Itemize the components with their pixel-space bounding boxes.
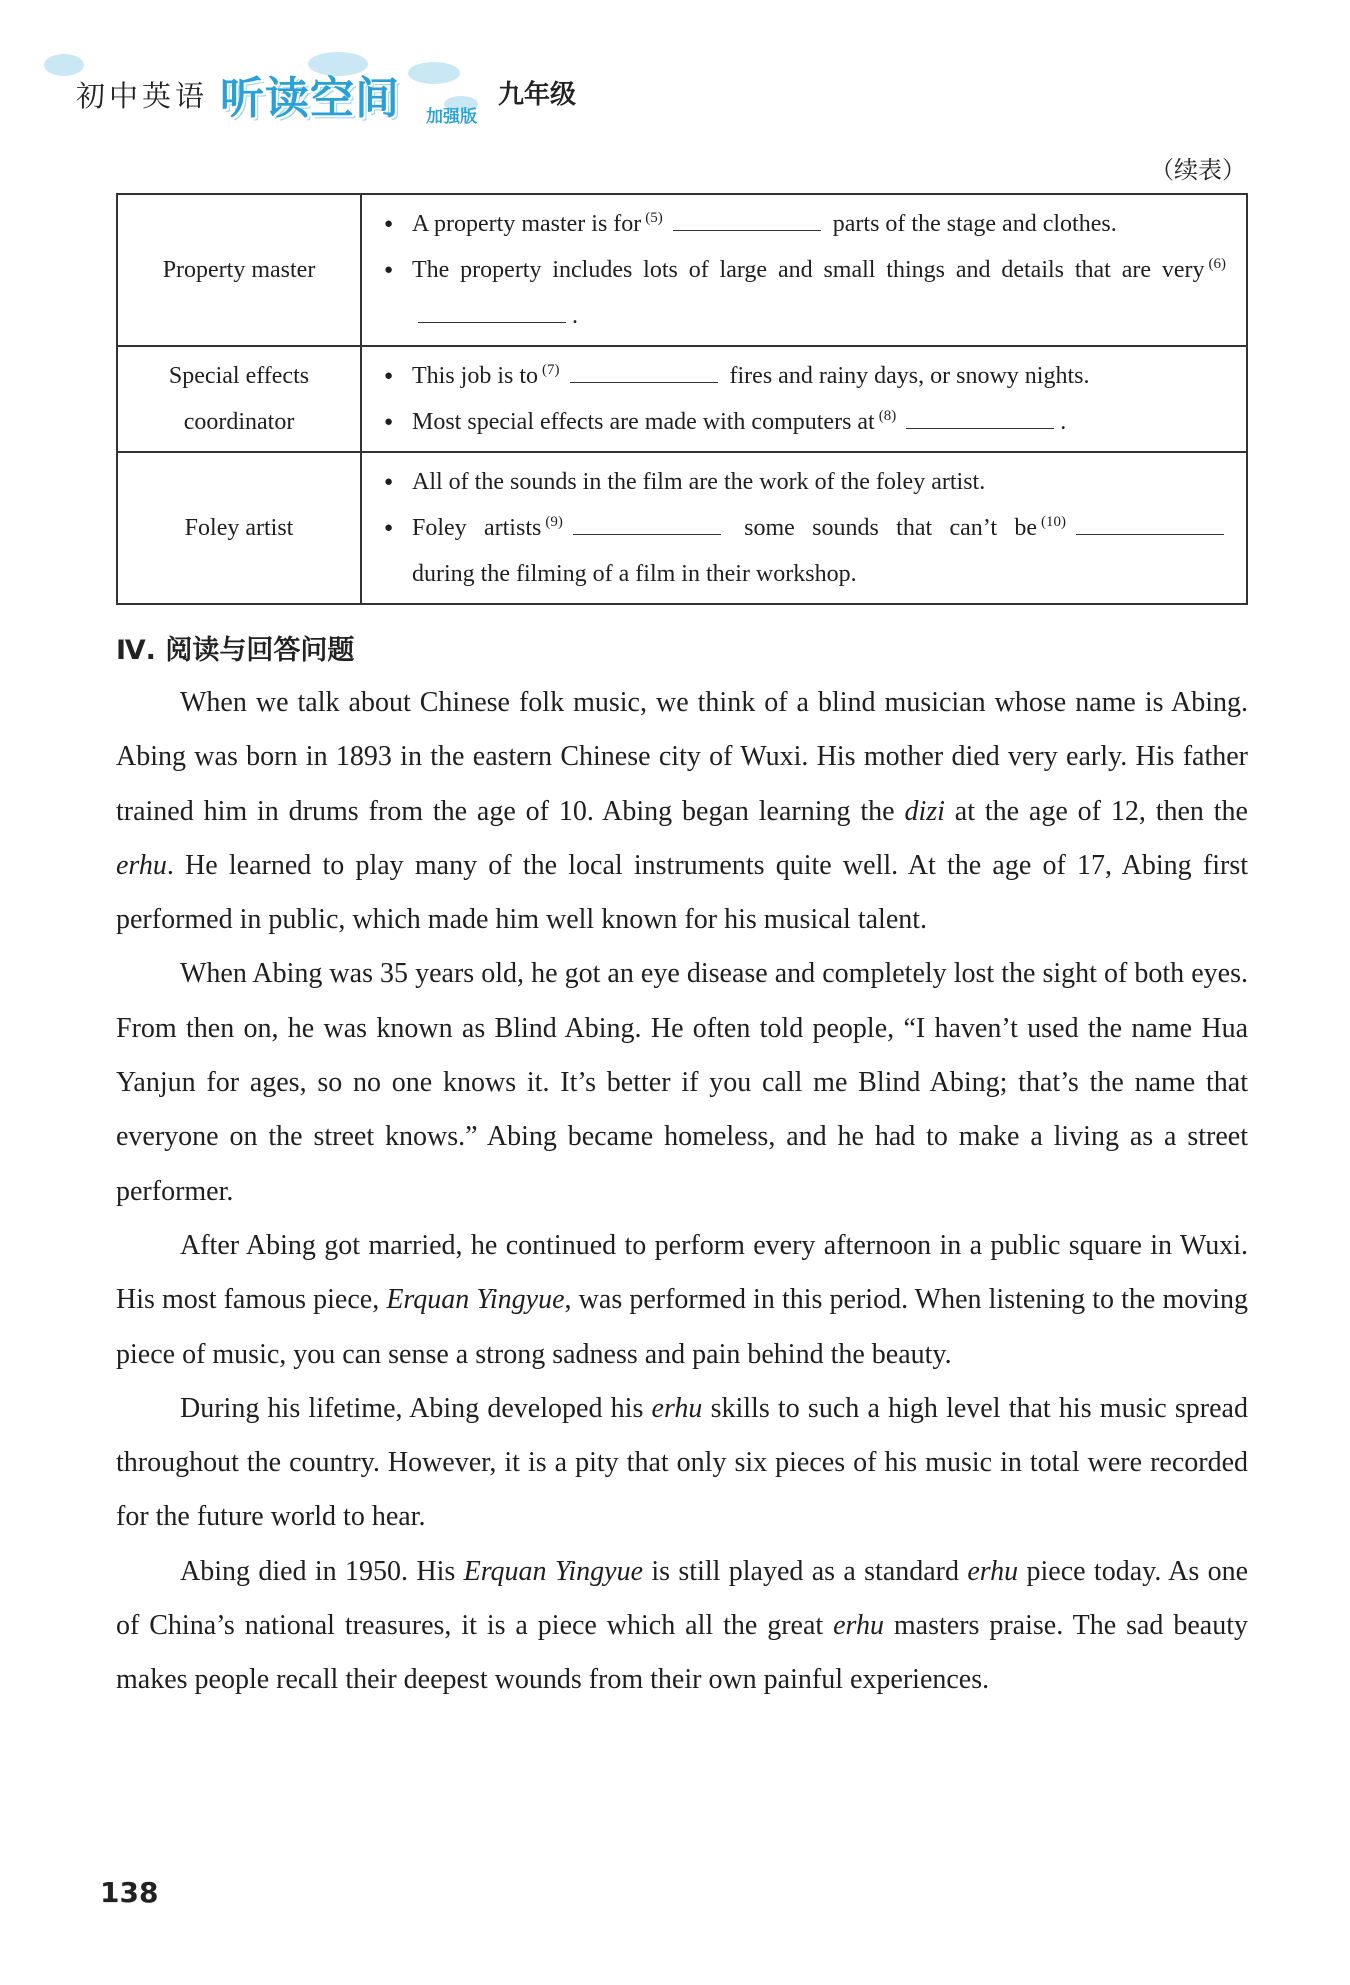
- bullet-item: [382, 247, 1230, 339]
- bullet-item: [382, 201, 1230, 247]
- bullet-text: during the filming of a film in their workshop.: [412, 561, 857, 587]
- paragraph-text: When we talk about Chinese folk music, we think of a blind musician whose name is Abing. Abing was born in 1893 in the eastern Chinese city of Wuxi. His mother died very early. His father trained him in drums from the age of 10. Abing began learning the: [116, 687, 1248, 827]
- role-cell: Property master: [117, 194, 361, 346]
- role-cell: [117, 346, 361, 452]
- book-logo: 听读空间: [220, 73, 400, 124]
- fill-in-blank[interactable]: [573, 512, 721, 535]
- italic-term: erhu: [651, 1392, 703, 1424]
- description-cell: [361, 346, 1247, 452]
- paragraph: [116, 676, 1248, 947]
- reading-passage: [116, 676, 1248, 1708]
- italic-term: erhu: [967, 1555, 1019, 1587]
- italic-term: dizi: [904, 795, 945, 827]
- bullet-text: fires and rainy days, or snowy nights.: [729, 363, 1090, 389]
- edition-label: 加强版: [426, 107, 477, 127]
- cloud-decoration: [44, 54, 84, 76]
- paragraph-text: piece today. As one of China’s national treasures, it is a piece which all the great: [116, 1555, 1249, 1642]
- bullet-item: [382, 353, 1230, 399]
- section-heading: Ⅳ. 阅读与回答问题: [116, 635, 355, 666]
- book-header: [68, 52, 628, 132]
- role-label: Special effects coordinator: [168, 363, 310, 435]
- cloud-decoration: [408, 62, 460, 84]
- bullet-item: ● All of the sounds in the film are the work of the foley artist.: [382, 459, 1230, 505]
- blank-number: (9): [545, 514, 563, 530]
- continued-table-label: （续表）: [1150, 156, 1246, 184]
- italic-term: Erquan Yingyue: [463, 1555, 644, 1587]
- roles-table: [116, 193, 1248, 605]
- blank-number: (10): [1041, 514, 1067, 530]
- blank-number: (6): [1208, 256, 1226, 272]
- description-cell: [361, 452, 1247, 604]
- bullet-text: some sounds that can’t be: [744, 515, 1038, 541]
- blank-number: (7): [542, 362, 560, 378]
- paragraph-text: , was performed in this period. When listening to the moving piece of music, you can sense a strong sadness and pain behind the beauty.: [116, 1284, 1248, 1370]
- table-row: [117, 194, 1247, 346]
- description-cell: [361, 194, 1247, 346]
- bullet-text: Most special effects are made with computers at: [412, 409, 875, 435]
- bullet-text: parts of the stage and clothes.: [832, 211, 1117, 237]
- fill-in-blank[interactable]: [570, 360, 718, 383]
- fill-in-blank[interactable]: [1076, 512, 1224, 535]
- paragraph: [116, 1545, 1248, 1708]
- bullet-text: A property master is for: [412, 211, 642, 237]
- paragraph-text: Abing died in 1950. His: [180, 1555, 464, 1587]
- blank-number: (5): [645, 210, 663, 226]
- paragraph-text: at the age of 12, then the: [944, 795, 1248, 827]
- fill-in-blank[interactable]: [906, 406, 1054, 429]
- bullet-item: [382, 505, 1230, 597]
- paragraph-text: . He learned to play many of the local instruments quite well. At the age of 17, Abing first performed in public, which made him well known for his musical talent.: [116, 849, 1248, 936]
- paragraph-text: is still played as a standard: [643, 1555, 968, 1587]
- paragraph-text: After Abing got married, he continued to perform every afternoon in a public square in Wuxi. His most famous piece,: [116, 1229, 1248, 1316]
- paragraph-text: skills to such a high level that his music spread throughout the country. However, it is a pity that only six pieces of his music in total were recorded for the future world to hear.: [116, 1392, 1248, 1533]
- bullet-text: The property includes lots of large and small things and details that are very: [412, 257, 1205, 283]
- italic-term: erhu: [833, 1610, 884, 1642]
- bullet-item: [382, 399, 1230, 445]
- bullet-text: .: [1060, 409, 1067, 435]
- table-row: [117, 452, 1247, 604]
- grade-label: 九年级: [498, 80, 577, 110]
- paragraph-text: During his lifetime, Abing developed his: [180, 1392, 652, 1424]
- blank-number: (8): [878, 408, 897, 424]
- fill-in-blank[interactable]: [673, 208, 821, 231]
- fill-in-blank[interactable]: [418, 300, 566, 323]
- bullet-text: .: [572, 303, 578, 329]
- bullet-text: This job is to: [412, 363, 539, 389]
- italic-term: erhu: [116, 849, 167, 881]
- paragraph: [116, 1382, 1248, 1545]
- paragraph: When Abing was 35 years old, he got an eye disease and completely lost the sight of both eyes. From then on, he was known as Blind Abing. He often told people, “I haven’t used the name Hua Yanjun for ages, so no one knows it. It’s better if you call me Blind Abing; that’s the name that everyone on the street knows.” Abing became homeless, and he had to make a living as a street performer.: [116, 958, 1248, 1207]
- italic-term: Erquan Yingyue: [386, 1284, 565, 1316]
- role-cell: Foley artist: [117, 452, 361, 604]
- paragraph: [116, 1219, 1248, 1382]
- page-number: 138: [100, 1876, 159, 1909]
- paragraph-text: masters praise. The sad beauty makes people recall their deepest wounds from their own painful experiences.: [116, 1610, 1249, 1696]
- bullet-text: Foley artists: [412, 515, 542, 541]
- table-row: [117, 346, 1247, 452]
- series-title: 初中英语: [76, 79, 209, 113]
